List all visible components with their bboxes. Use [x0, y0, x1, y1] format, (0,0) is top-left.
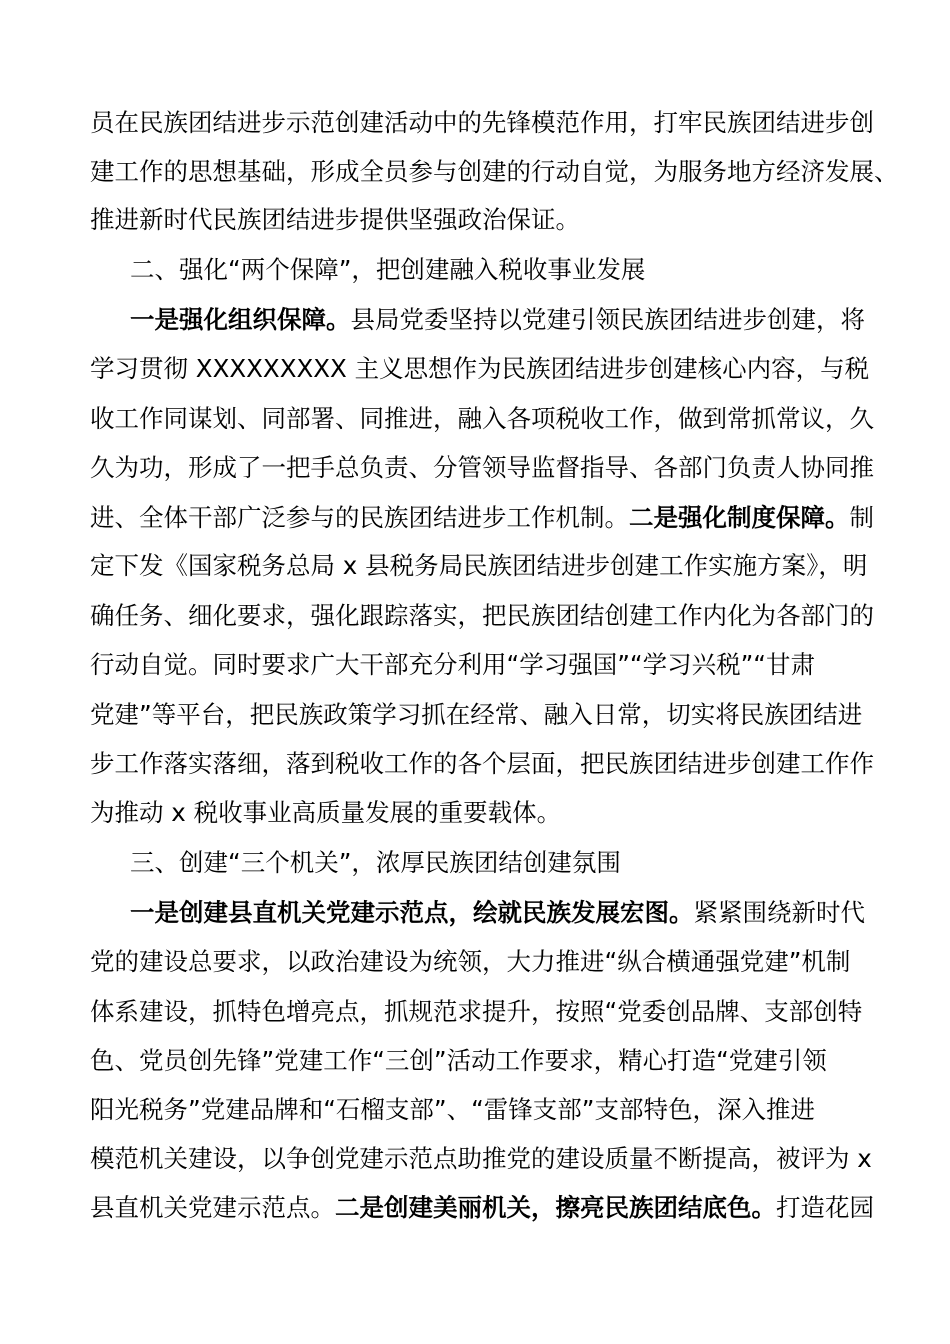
body-text-line — [90, 498, 880, 538]
bold-lead-text: 二是强化制度保障。 — [629, 503, 850, 532]
text-run: 模范机关建设，以争创党建示范点助推党的建设质量不断提高，被评为 x — [90, 1144, 872, 1173]
text-run: 县局党委坚持以党建引领民族团结进步创建，将 — [350, 305, 865, 334]
section-heading-text: 三、创建“三个机关”，浓厚民族团结创建氛围 — [130, 848, 621, 877]
text-run: 党建”等平台，把民族政策学习抓在经常、融入日常，切实将民族团结进 — [90, 700, 863, 729]
text-run: 体系建设，抓特色增亮点，抓规范求提升，按照“党委创品牌、支部创特 — [90, 997, 863, 1026]
body-text-line — [90, 1188, 880, 1228]
text-run: 步工作落实落细，落到税收工作的各个层面，把民族团结进步创建工作作 — [90, 749, 874, 778]
body-text-line — [90, 1139, 880, 1179]
body-text-line — [90, 744, 880, 784]
text-run: 县直机关党建示范点。 — [90, 1193, 335, 1222]
text-run: 确任务、细化要求，强化跟踪落实，把民族团结创建工作内化为各部门的 — [90, 601, 874, 630]
body-text-line — [90, 152, 899, 192]
body-text-line — [90, 793, 880, 833]
body-text-line — [90, 992, 880, 1032]
body-text-line — [90, 645, 880, 685]
bold-lead-text: 二是创建美丽机关，擦亮民族团结底色。 — [335, 1193, 776, 1222]
paragraph-first-line — [130, 300, 880, 340]
section-heading — [130, 250, 880, 290]
bold-lead-text: 一是创建县直机关党建示范点，绘就民族发展宏图。 — [130, 898, 694, 927]
body-text-line — [90, 448, 880, 488]
text-run: 行动自觉。同时要求广大干部充分利用“学习强国”“学习兴税”“甘肃 — [90, 650, 815, 679]
body-text-line — [90, 200, 880, 240]
body-text-line — [90, 399, 880, 439]
text-run: 久为功，形成了一把手总负责、分管领导监督指导、各部门负责人协同推 — [90, 453, 874, 482]
text-run: 制 — [849, 503, 874, 532]
text-run: 为推动 x 税收事业高质量发展的重要载体。 — [90, 798, 562, 827]
text-run: 色、党员创先锋”党建工作“三创”活动工作要求，精心打造“党建引领 — [90, 1046, 827, 1075]
body-text-line — [90, 695, 880, 735]
body-text-line — [90, 349, 880, 389]
text-run: 阳光税务”党建品牌和“石榴支部”、“雷锋支部”支部特色，深入推进 — [90, 1095, 815, 1124]
body-text-line — [90, 103, 880, 143]
body-text-line — [90, 546, 880, 586]
section-heading-text: 二、强化“两个保障”，把创建融入税收事业发展 — [130, 255, 646, 284]
body-text-line — [90, 942, 880, 982]
text-run: 打造花园 — [776, 1193, 874, 1222]
body-text-line — [90, 1041, 880, 1081]
text-run: 定下发《国家税务总局 x 县税务局民族团结进步创建工作实施方案》，明 — [90, 551, 868, 580]
body-text-line — [90, 596, 880, 636]
text-run: 进、全体干部广泛参与的民族团结进步工作机制。 — [90, 503, 629, 532]
text-run: 收工作同谋划、同部署、同推进，融入各项税收工作，做到常抓常议，久 — [90, 404, 874, 433]
text-run: 学习贯彻 XXXXXXXXX 主义思想作为民族团结进步创建核心内容，与税 — [90, 354, 870, 383]
body-text-line — [90, 1090, 880, 1130]
text-run: 建工作的思想基础，形成全员参与创建的行动自觉，为服务地方经济发展、 — [90, 157, 899, 186]
text-run: 紧紧围绕新时代 — [693, 898, 865, 927]
paragraph-first-line — [130, 893, 880, 933]
section-heading — [130, 843, 880, 883]
bold-lead-text: 一是强化组织保障。 — [130, 305, 351, 334]
text-run: 党的建设总要求，以政治建设为统领，大力推进“纵合横通强党建”机制 — [90, 947, 851, 976]
text-run: 推进新时代民族团结进步提供坚强政治保证。 — [90, 205, 580, 234]
text-run: 员在民族团结进步示范创建活动中的先锋模范作用，打牢民族团结进步创 — [90, 108, 874, 137]
